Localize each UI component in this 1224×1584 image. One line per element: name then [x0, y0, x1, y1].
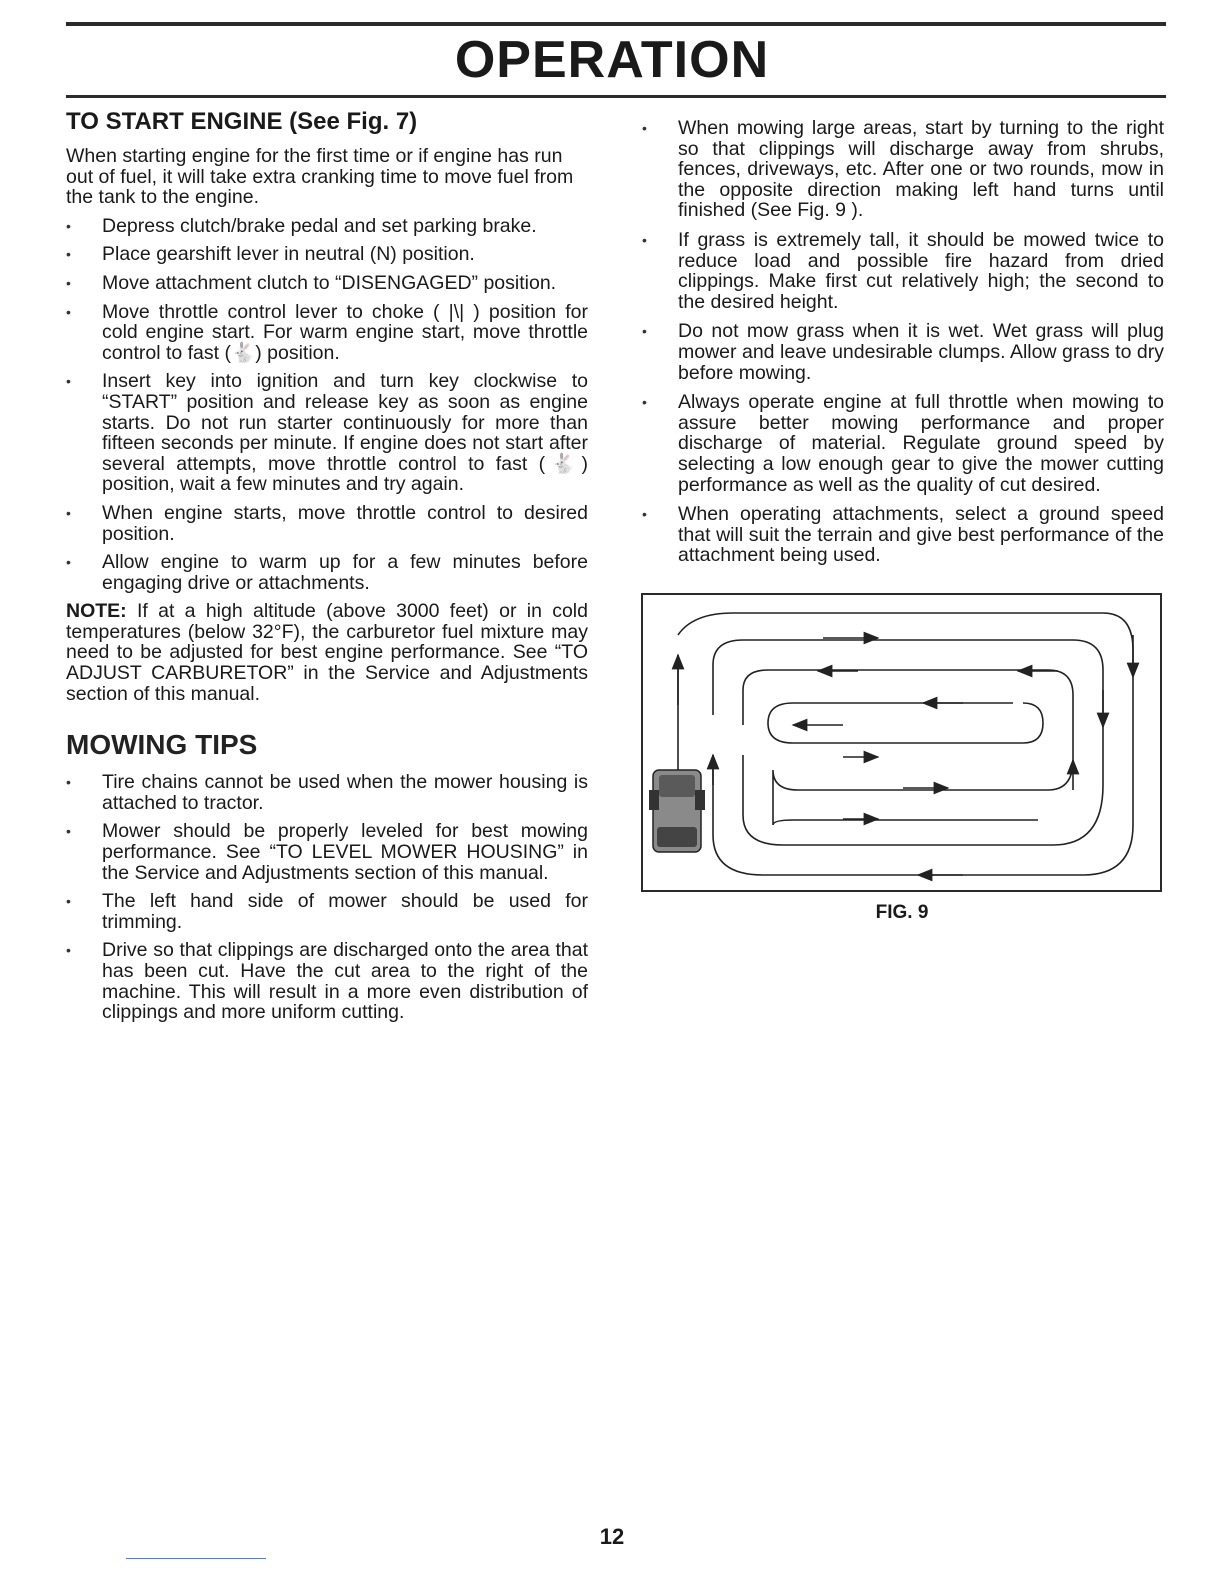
list-item: • The left hand side of mower should be used for trimming. [66, 891, 588, 932]
right-column [642, 118, 1164, 575]
list-item: • Depress clutch/brake pedal and set parking brake. [66, 216, 588, 237]
mowing-pattern-diagram-icon [643, 595, 1160, 890]
list-item: • Move attachment clutch to “DISENGAGED” position. [66, 273, 588, 294]
list-item: • When engine starts, move throttle control to desired position. [66, 503, 588, 544]
mowing-tips-heading: MOWING TIPS [66, 729, 258, 761]
list-item: • Move throttle control lever to choke ( |\| ) position for cold engine start. For warm engine start, move throttle control to fast (🐇) position. [66, 302, 588, 364]
list-item: • Always operate engine at full throttle when mowing to assure better mowing performance and proper discharge of material. Regulate ground speed by selecting a low enough gear to give the mower cutting performance as well as the quality of cut desired. [642, 392, 1164, 495]
note-text: If at a high altitude (above 3000 feet) or in cold temperatures (below 32°F), the carburetor fuel mixture may need to be adjusted for best engine performance. See “TO ADJUST CARBURETOR” in the Service and Adjustments section of this manual. [66, 600, 588, 705]
list-item: • Allow engine to warm up for a few minutes before engaging drive or attachments. [66, 552, 588, 593]
list-item: • If grass is extremely tall, it should be mowed twice to reduce load and possible fire hazard from dried clippings. Make first cut relatively high; the second to the desired height. [642, 230, 1164, 312]
list-item: • Do not mow grass when it is wet. Wet grass will plug mower and leave undesirable clumps. Allow grass to dry before mowing. [642, 321, 1164, 383]
left-column [66, 108, 588, 1023]
list-item: • Insert key into ignition and turn key clockwise to “START” position and release key as soon as engine starts. Do not run starter continuously for more than fifteen seconds per minute. If engine does not start after several attempts, move throttle control to fast (🐇) position, wait a few minutes and try again. [66, 371, 588, 495]
figure-caption: FIG. 9 [875, 902, 929, 923]
top-rule [66, 22, 1166, 26]
altitude-note [66, 601, 588, 704]
mowing-tips-list-continued [642, 118, 1164, 566]
list-item: • When operating attachments, select a ground speed that will suit the terrain and give best performance of the attachment being used. [642, 504, 1164, 566]
list-item: • When mowing large areas, start by turning to the right so that clippings will discharge away from shrubs, fences, driveways, etc. After one or two rounds, mow in the opposite direction making left hand turns until finished (See Fig. 9 ). [642, 118, 1164, 221]
mowing-tips-list [66, 772, 588, 1023]
list-item: • Tire chains cannot be used when the mower housing is attached to tractor. [66, 772, 588, 813]
page-title: OPERATION [454, 31, 770, 89]
list-item: • Place gearshift lever in neutral (N) position. [66, 244, 588, 265]
footer-line [126, 1558, 266, 1559]
start-engine-steps [66, 216, 588, 594]
start-engine-intro: When starting engine for the first time or if engine has run out of fuel, it will take extra cranking time to move fuel from the tank to the engine. [66, 145, 574, 209]
tractor-icon [649, 770, 705, 852]
page-number: 12 [599, 1524, 625, 1549]
note-label: NOTE: [66, 600, 127, 623]
figure-9 [641, 593, 1162, 892]
start-engine-heading: TO START ENGINE (See Fig. 7) [66, 108, 418, 135]
list-item: • Mower should be properly leveled for best mowing performance. See “TO LEVEL MOWER HOUSING” in the Service and Adjustments section of this manual. [66, 821, 588, 883]
list-item: • Drive so that clippings are discharged onto the area that has been cut. Have the cut area to the right of the machine. This will result in a more even distribution of clippings and more uniform cutting. [66, 940, 588, 1022]
title-underline [66, 95, 1166, 98]
